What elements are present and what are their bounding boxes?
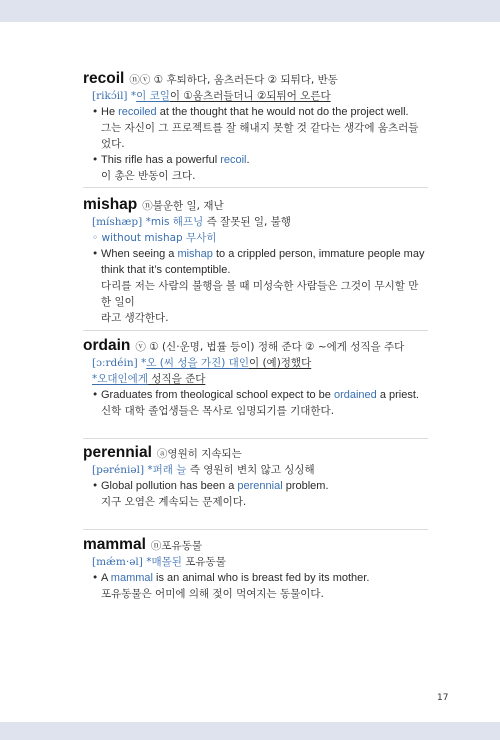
mnemonic-keyword: 오 (씨 성을 가진) 대인: [146, 357, 249, 369]
example-keyword: recoiled: [118, 106, 157, 118]
definition: ⓝⓥ ① 후퇴하다, 움츠러든다 ② 되튀다, 반동: [129, 74, 338, 86]
example-text: This rifle has a powerful: [101, 154, 221, 166]
entry-divider: [83, 330, 428, 331]
example-text: think that it’s contemptible.: [101, 264, 231, 276]
headword: recoil: [83, 70, 125, 87]
pronunciation-line: [83, 462, 428, 478]
pronunciation: [ɔːrdéin]: [92, 357, 138, 369]
mnemonic-star: *: [147, 464, 153, 476]
phrase-mark-icon: ◦: [92, 232, 99, 244]
phrase-line: [83, 230, 428, 246]
mnemonic-text: 즉 영원히 변치 않고 싱싱해: [186, 464, 315, 476]
example-text: .: [246, 154, 250, 166]
page-number: 17: [437, 693, 449, 703]
example: [83, 570, 428, 602]
mnemonic-star: *: [130, 90, 137, 102]
example-text: a priest.: [376, 389, 419, 401]
mnemonic-star: *: [146, 556, 152, 568]
example-keyword: perennial: [237, 480, 283, 492]
mnemonic-keyword: 퍼래 늘: [152, 464, 187, 476]
example: [83, 478, 428, 510]
entry-head: [83, 196, 428, 214]
example-text: problem.: [282, 480, 329, 492]
bottom-band: [0, 722, 500, 740]
bullet-icon: •: [92, 572, 99, 584]
headword: ordain: [83, 337, 131, 354]
mnemonic-text: 즉 잘못된 일, 불행: [203, 216, 291, 228]
mnemonic-keyword: 이 코일: [136, 90, 170, 102]
example-translation: 포유동물은 어미에 의해 젖이 먹여지는 동물이다.: [101, 588, 324, 600]
bullet-icon: •: [92, 154, 99, 166]
pronunciation: [rikɔ́il]: [92, 90, 128, 102]
headword: mammal: [83, 536, 146, 553]
entry-head: [83, 444, 428, 462]
example-keyword: ordained: [333, 389, 377, 401]
mnemonic-star: *: [141, 357, 147, 369]
entry-mishap: [83, 196, 428, 326]
headword: perennial: [83, 444, 152, 461]
bullet-icon: •: [92, 480, 99, 492]
example-keyword: mishap: [177, 248, 213, 260]
mnemonic-star: *: [145, 216, 151, 228]
example-text: Graduates from theological school expect to be: [101, 389, 334, 401]
example-translation: 지구 오염은 계속되는 문제이다.: [101, 496, 247, 508]
example: [83, 152, 428, 184]
example-translation: 그는 자신이 그 프로젝트를 잘 해내지 못할 것 같다는 생각에 움츠러들었다.: [101, 122, 419, 150]
entry-head: [83, 337, 428, 355]
mnemonic-line-2: [83, 371, 428, 387]
bullet-icon: •: [92, 106, 99, 118]
example-translation: 다리를 저는 사람의 불행을 볼 때 미성숙한 사람들은 그것이 무시할 만한 일이: [101, 280, 419, 308]
entry-perennial: [83, 444, 428, 510]
pronunciation-line: [83, 554, 428, 570]
pronunciation-line: [83, 88, 428, 104]
bullet-icon: •: [92, 389, 99, 401]
example-text: When seeing a: [101, 248, 178, 260]
definition: ⓐ영원히 지속되는: [156, 448, 242, 460]
example-translation: 라고 생각한다.: [101, 312, 169, 324]
example-text: Global pollution has been a: [101, 480, 238, 492]
mnemonic-text: 포유동물: [181, 556, 226, 568]
entry-mammal: [83, 536, 428, 602]
example-text: at the thought that he would not do the project well.: [156, 106, 409, 118]
example-text: is an animal who is breast fed by its mother.: [152, 572, 370, 584]
entry-ordain: [83, 337, 428, 419]
example: [83, 387, 428, 419]
mnemonic-text: 이 (예)정했다: [248, 357, 312, 369]
example: [83, 246, 428, 326]
example: [83, 104, 428, 152]
mnemonic-keyword: *오대인에게: [92, 373, 148, 385]
mnemonic-keyword: mis 해프닝: [150, 216, 204, 228]
mnemonic-keyword: 매몰된: [151, 556, 182, 568]
entry-head: [83, 536, 428, 554]
headword: mishap: [83, 196, 138, 213]
pronunciation: [mǽm·əl]: [92, 556, 143, 568]
definition: ⓥ ① (신·운명, 법률 등이) 정해 준다 ② ~에게 성직을 주다: [135, 341, 405, 353]
example-text: A: [101, 572, 111, 584]
example-keyword: mammal: [110, 572, 153, 584]
mnemonic-text: 이 ①움츠러들더니 ②되튀어 오른다: [169, 90, 331, 102]
entry-divider: [83, 187, 428, 188]
example-keyword: recoil: [220, 154, 247, 166]
pronunciation-line: [83, 355, 428, 371]
pronunciation-line: [83, 214, 428, 230]
example-text: He: [101, 106, 119, 118]
top-band: [0, 0, 500, 22]
phrase: without mishap 무사히: [101, 232, 217, 244]
pronunciation: [pəréniəl]: [92, 464, 145, 476]
example-text: to a crippled person, immature people may: [212, 248, 425, 260]
example-translation: 신학 대학 졸업생들은 목사로 임명되기를 기대한다.: [101, 405, 335, 417]
definition: ⓝ불운한 일, 재난: [142, 200, 224, 212]
entry-divider: [83, 438, 428, 439]
entry-head: [83, 70, 428, 88]
definition: ⓝ포유동물: [150, 540, 202, 552]
example-translation: 이 총은 반동이 크다.: [101, 170, 196, 182]
mnemonic-text: 성직을 준다: [147, 373, 206, 385]
entry-recoil: [83, 70, 428, 184]
pronunciation: [míshæp]: [92, 216, 143, 228]
bullet-icon: •: [92, 248, 99, 260]
entry-divider: [83, 529, 428, 530]
